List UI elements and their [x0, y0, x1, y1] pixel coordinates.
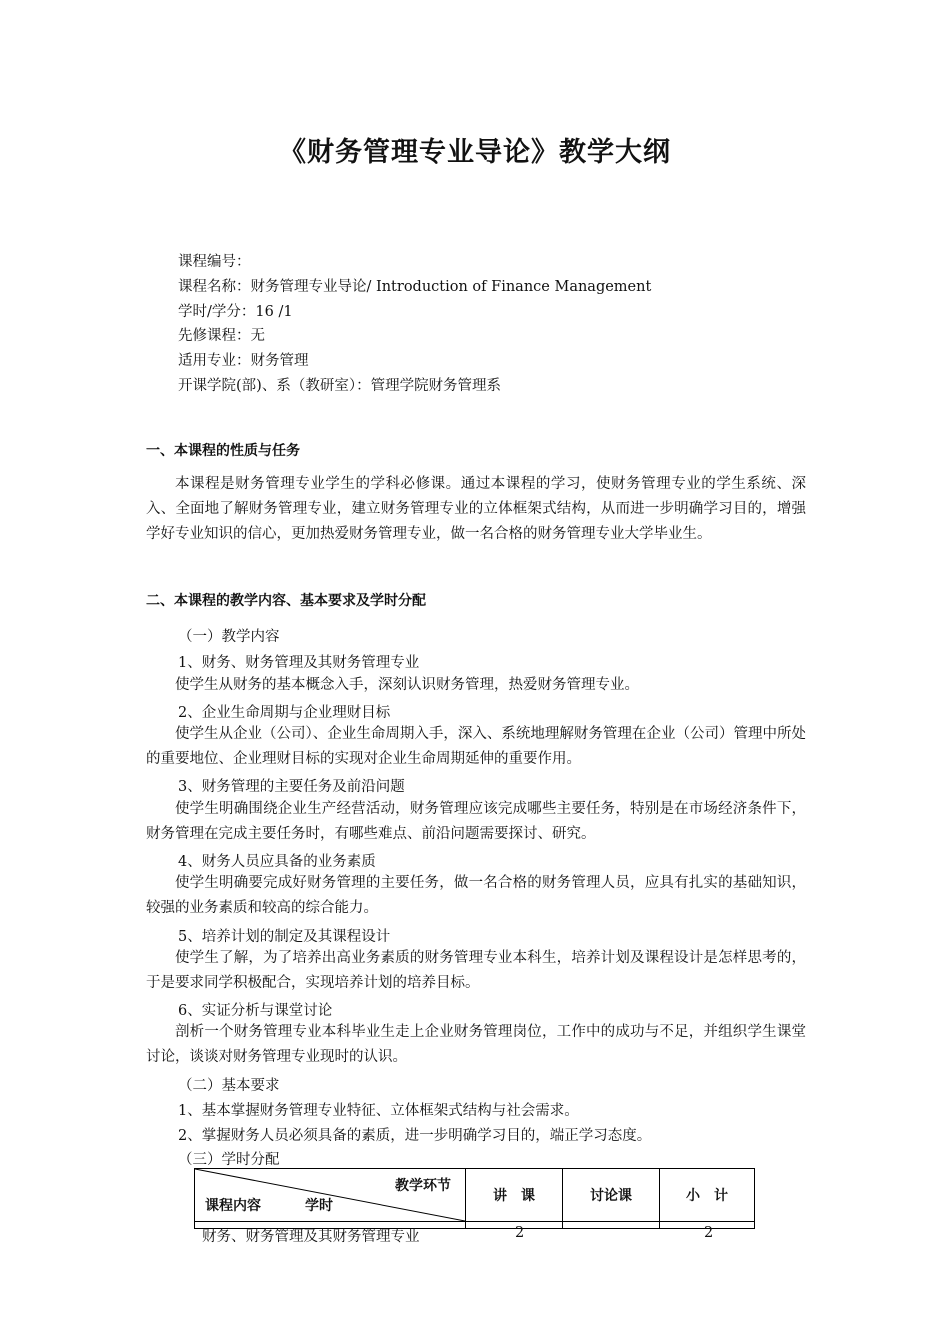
- course-name: 课程名称：财务管理专业导论/ Introduction of Finance Management: [178, 278, 652, 295]
- table-cell-lecture: 2: [515, 1225, 525, 1241]
- prerequisites: 先修课程：无: [178, 328, 265, 345]
- item-desc: 使学生从企业（公司）、企业生命周期入手，深入、系统地理解财务管理在企业（公司）管理中所处的重要地位、企业理财目标的实现对企业生命周期延伸的重要作用。: [146, 726, 806, 767]
- item-title: 5、培养计划的制定及其课程设计: [178, 929, 391, 945]
- item-title: 6、实证分析与课堂讨论: [178, 1003, 333, 1019]
- header-course-content: 课程内容: [205, 1198, 261, 1214]
- item-title: 1、财务、财务管理及其财务管理专业: [178, 655, 420, 671]
- header-discussion: 讨论课: [563, 1169, 660, 1222]
- section1-heading: 一、本课程的性质与任务: [146, 443, 300, 459]
- requirements-heading: （二）基本要求: [178, 1078, 280, 1094]
- requirement-item: 2、掌握财务人员必须具备的素质，进一步明确学习目的，端正学习态度。: [178, 1128, 652, 1144]
- offering-department: 开课学院(部)、系（教研室）：管理学院财务管理系: [178, 377, 502, 394]
- table-cell-content: 财务、财务管理及其财务管理专业: [202, 1229, 420, 1245]
- item-desc: 使学生从财务的基本概念入手，深刻认识财务管理，热爱财务管理专业。: [175, 677, 639, 693]
- course-hours-credits: 学时/学分：16 /1: [178, 303, 293, 320]
- content-heading: （一）教学内容: [178, 629, 280, 645]
- course-info: [178, 250, 651, 399]
- item-desc: 使学生明确围绕企业生产经营活动，财务管理应该完成哪些主要任务，特别是在市场经济条件下，财务管理在完成主要任务时，有哪些难点、前沿问题需要探讨、研究。: [146, 801, 806, 842]
- document-title: 《财务管理专业导论》教学大纲: [279, 137, 671, 168]
- table-cell-subtotal: 2: [704, 1225, 714, 1241]
- table-header-row: [195, 1169, 755, 1222]
- applicable-major: 适用专业：财务管理: [178, 353, 309, 370]
- hours-table: [194, 1168, 755, 1229]
- hours-heading: （三）学时分配: [178, 1152, 280, 1168]
- item-title: 2、企业生命周期与企业理财目标: [178, 705, 391, 721]
- item-desc: 使学生明确要完成好财务管理的主要任务，做一名合格的财务管理人员，应具有扎实的基础知识，较强的业务素质和较高的综合能力。: [146, 875, 806, 916]
- section2-heading: 二、本课程的教学内容、基本要求及学时分配: [146, 593, 426, 609]
- section1-body: 本课程是财务管理专业学生的学科必修课。通过本课程的学习，使财务管理专业的学生系统、深入、全面地了解财务管理专业，建立财务管理专业的立体框架式结构，从而进一步明确学习目的，增强学好专业知识的信心，更加热爱财务管理专业，做一名合格的财务管理专业大学毕业生。: [146, 476, 806, 542]
- diagonal-header-cell: [195, 1169, 466, 1222]
- header-lecture: 讲 课: [466, 1169, 563, 1222]
- header-hours: 学时: [305, 1198, 333, 1214]
- requirement-item: 1、基本掌握财务管理专业特征、立体框架式结构与社会需求。: [178, 1103, 579, 1119]
- item-title: 3、财务管理的主要任务及前沿问题: [178, 779, 405, 795]
- item-desc: 剖析一个财务管理专业本科毕业生走上企业财务管理岗位，工作中的成功与不足，并组织学生课堂讨论，谈谈对财务管理专业现时的认识。: [146, 1024, 806, 1065]
- item-desc: 使学生了解，为了培养出高业务素质的财务管理专业本科生，培养计划及课程设计是怎样思考的，于是要求同学积极配合，实现培养计划的培养目标。: [146, 950, 806, 991]
- header-subtotal: 小 计: [660, 1169, 755, 1222]
- course-code: 课程编号：: [178, 254, 251, 270]
- item-title: 4、财务人员应具备的业务素质: [178, 854, 376, 870]
- header-teaching-link: 教学环节: [395, 1178, 451, 1194]
